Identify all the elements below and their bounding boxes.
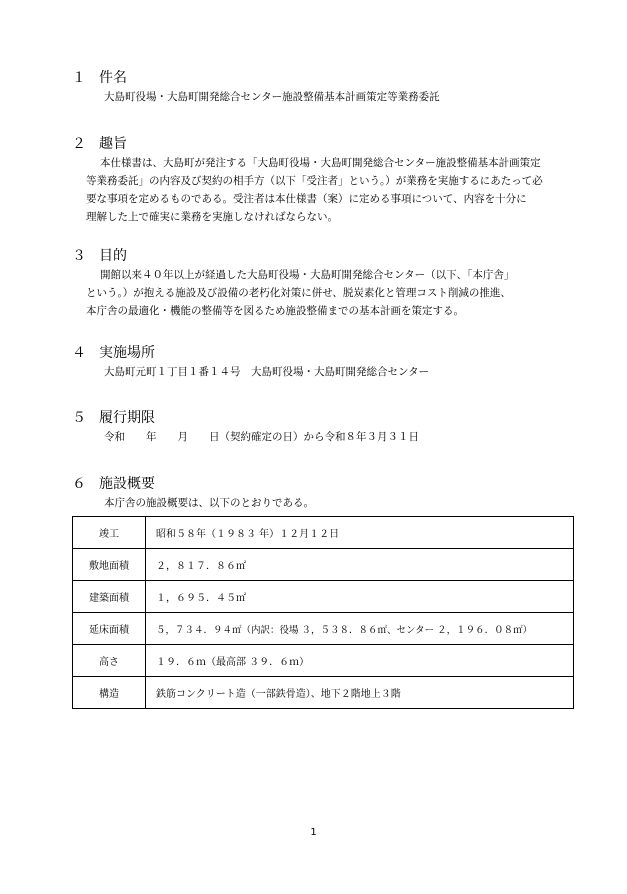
- facility-table: [72, 516, 574, 709]
- row-label: 竣工: [73, 517, 146, 549]
- row-value: １，６９５．４５㎡: [146, 581, 574, 613]
- page-number: 1: [310, 827, 317, 838]
- table-row: [73, 613, 574, 645]
- section-number: ３: [72, 248, 86, 264]
- section-number: ２: [72, 136, 86, 152]
- section-number: ６: [72, 476, 86, 492]
- section-heading: [72, 408, 592, 428]
- section-heading: [72, 474, 592, 494]
- section-number: ４: [72, 345, 86, 361]
- row-label: 高さ: [73, 645, 146, 677]
- section-title: 件名: [99, 70, 127, 86]
- text-line: という。）が抱える施設及び設備の老朽化対策に併せ、脱炭素化と管理コスト削減の推進、: [86, 287, 511, 299]
- section-6: [72, 474, 592, 512]
- section-title: 目的: [99, 248, 127, 264]
- text-line: 本庁舎の最適化・機能の整備等を図るため施設整備までの基本計画を策定する。: [86, 305, 464, 317]
- row-label: 延床面積: [73, 613, 146, 645]
- table-row: [73, 517, 574, 549]
- section-title: 実施場所: [99, 345, 155, 361]
- section-title: 施設概要: [99, 476, 155, 492]
- row-value: 昭和５８年（１９８３ 年）１２月１２日: [146, 517, 574, 549]
- section-heading: [72, 134, 592, 154]
- table-row: [73, 581, 574, 613]
- section-4: [72, 343, 592, 381]
- row-label: 建築面積: [73, 581, 146, 613]
- text-line: 本仕様書は、大島町が発注する「大島町役場・大島町開発総合センター施設整備基本計画策定: [100, 157, 541, 169]
- section-title: 趣旨: [99, 136, 127, 152]
- table-row: [73, 677, 574, 709]
- row-value: ５，７３４．９４㎡（内訳：役場 ３，５３８．８６㎡、センター ２，１９６．０８㎡）: [146, 613, 574, 645]
- section-2: [72, 134, 592, 226]
- objective-paragraph: [72, 266, 592, 320]
- purpose-paragraph: [72, 154, 592, 226]
- text-line: 要な事項を定めるものである。受注者は本仕様書（案）に定める事項について、内容を十分に: [86, 193, 527, 205]
- row-label: 敷地面積: [73, 549, 146, 581]
- row-value: 鉄筋コンクリート造（一部鉄骨造）、地下２階地上３階: [146, 677, 574, 709]
- text-line: 理解した上で確実に業務を実施しなければならない。: [86, 211, 338, 223]
- section-number: １: [72, 70, 86, 86]
- section-heading: [72, 68, 592, 88]
- text-line: 等業務委託」の内容及び契約の相手方（以下「受注者」という。）が業務を実施するにあたって必: [86, 175, 543, 187]
- section-3: [72, 246, 592, 320]
- row-value: １９．６ｍ（最高部 ３９．６ｍ）: [146, 645, 574, 677]
- deadline-text: 令和 年 月 日（契約確定の日）から令和８年３月３１日: [104, 431, 419, 443]
- row-value: ２，８１７．８６㎡: [146, 549, 574, 581]
- section-heading: [72, 343, 592, 363]
- section-title: 履行期限: [99, 410, 155, 426]
- location-text: 大島町元町１丁目１番１４号 大島町役場・大島町開発総合センター: [104, 366, 430, 378]
- table-row: [73, 549, 574, 581]
- section-5: [72, 408, 592, 446]
- table-row: [73, 645, 574, 677]
- text-line: 開館以来４０年以上が経過した大島町役場・大島町開発総合センター（以下、「本庁舎」: [100, 269, 515, 281]
- section-heading: [72, 246, 592, 266]
- row-label: 構造: [73, 677, 146, 709]
- facility-intro: 本庁舎の施設概要は、以下のとおりである。: [104, 497, 314, 509]
- section-number: ５: [72, 410, 86, 426]
- section-1: [72, 68, 592, 106]
- project-name: 大島町役場・大島町開発総合センター施設整備基本計画策定等業務委託: [104, 91, 440, 103]
